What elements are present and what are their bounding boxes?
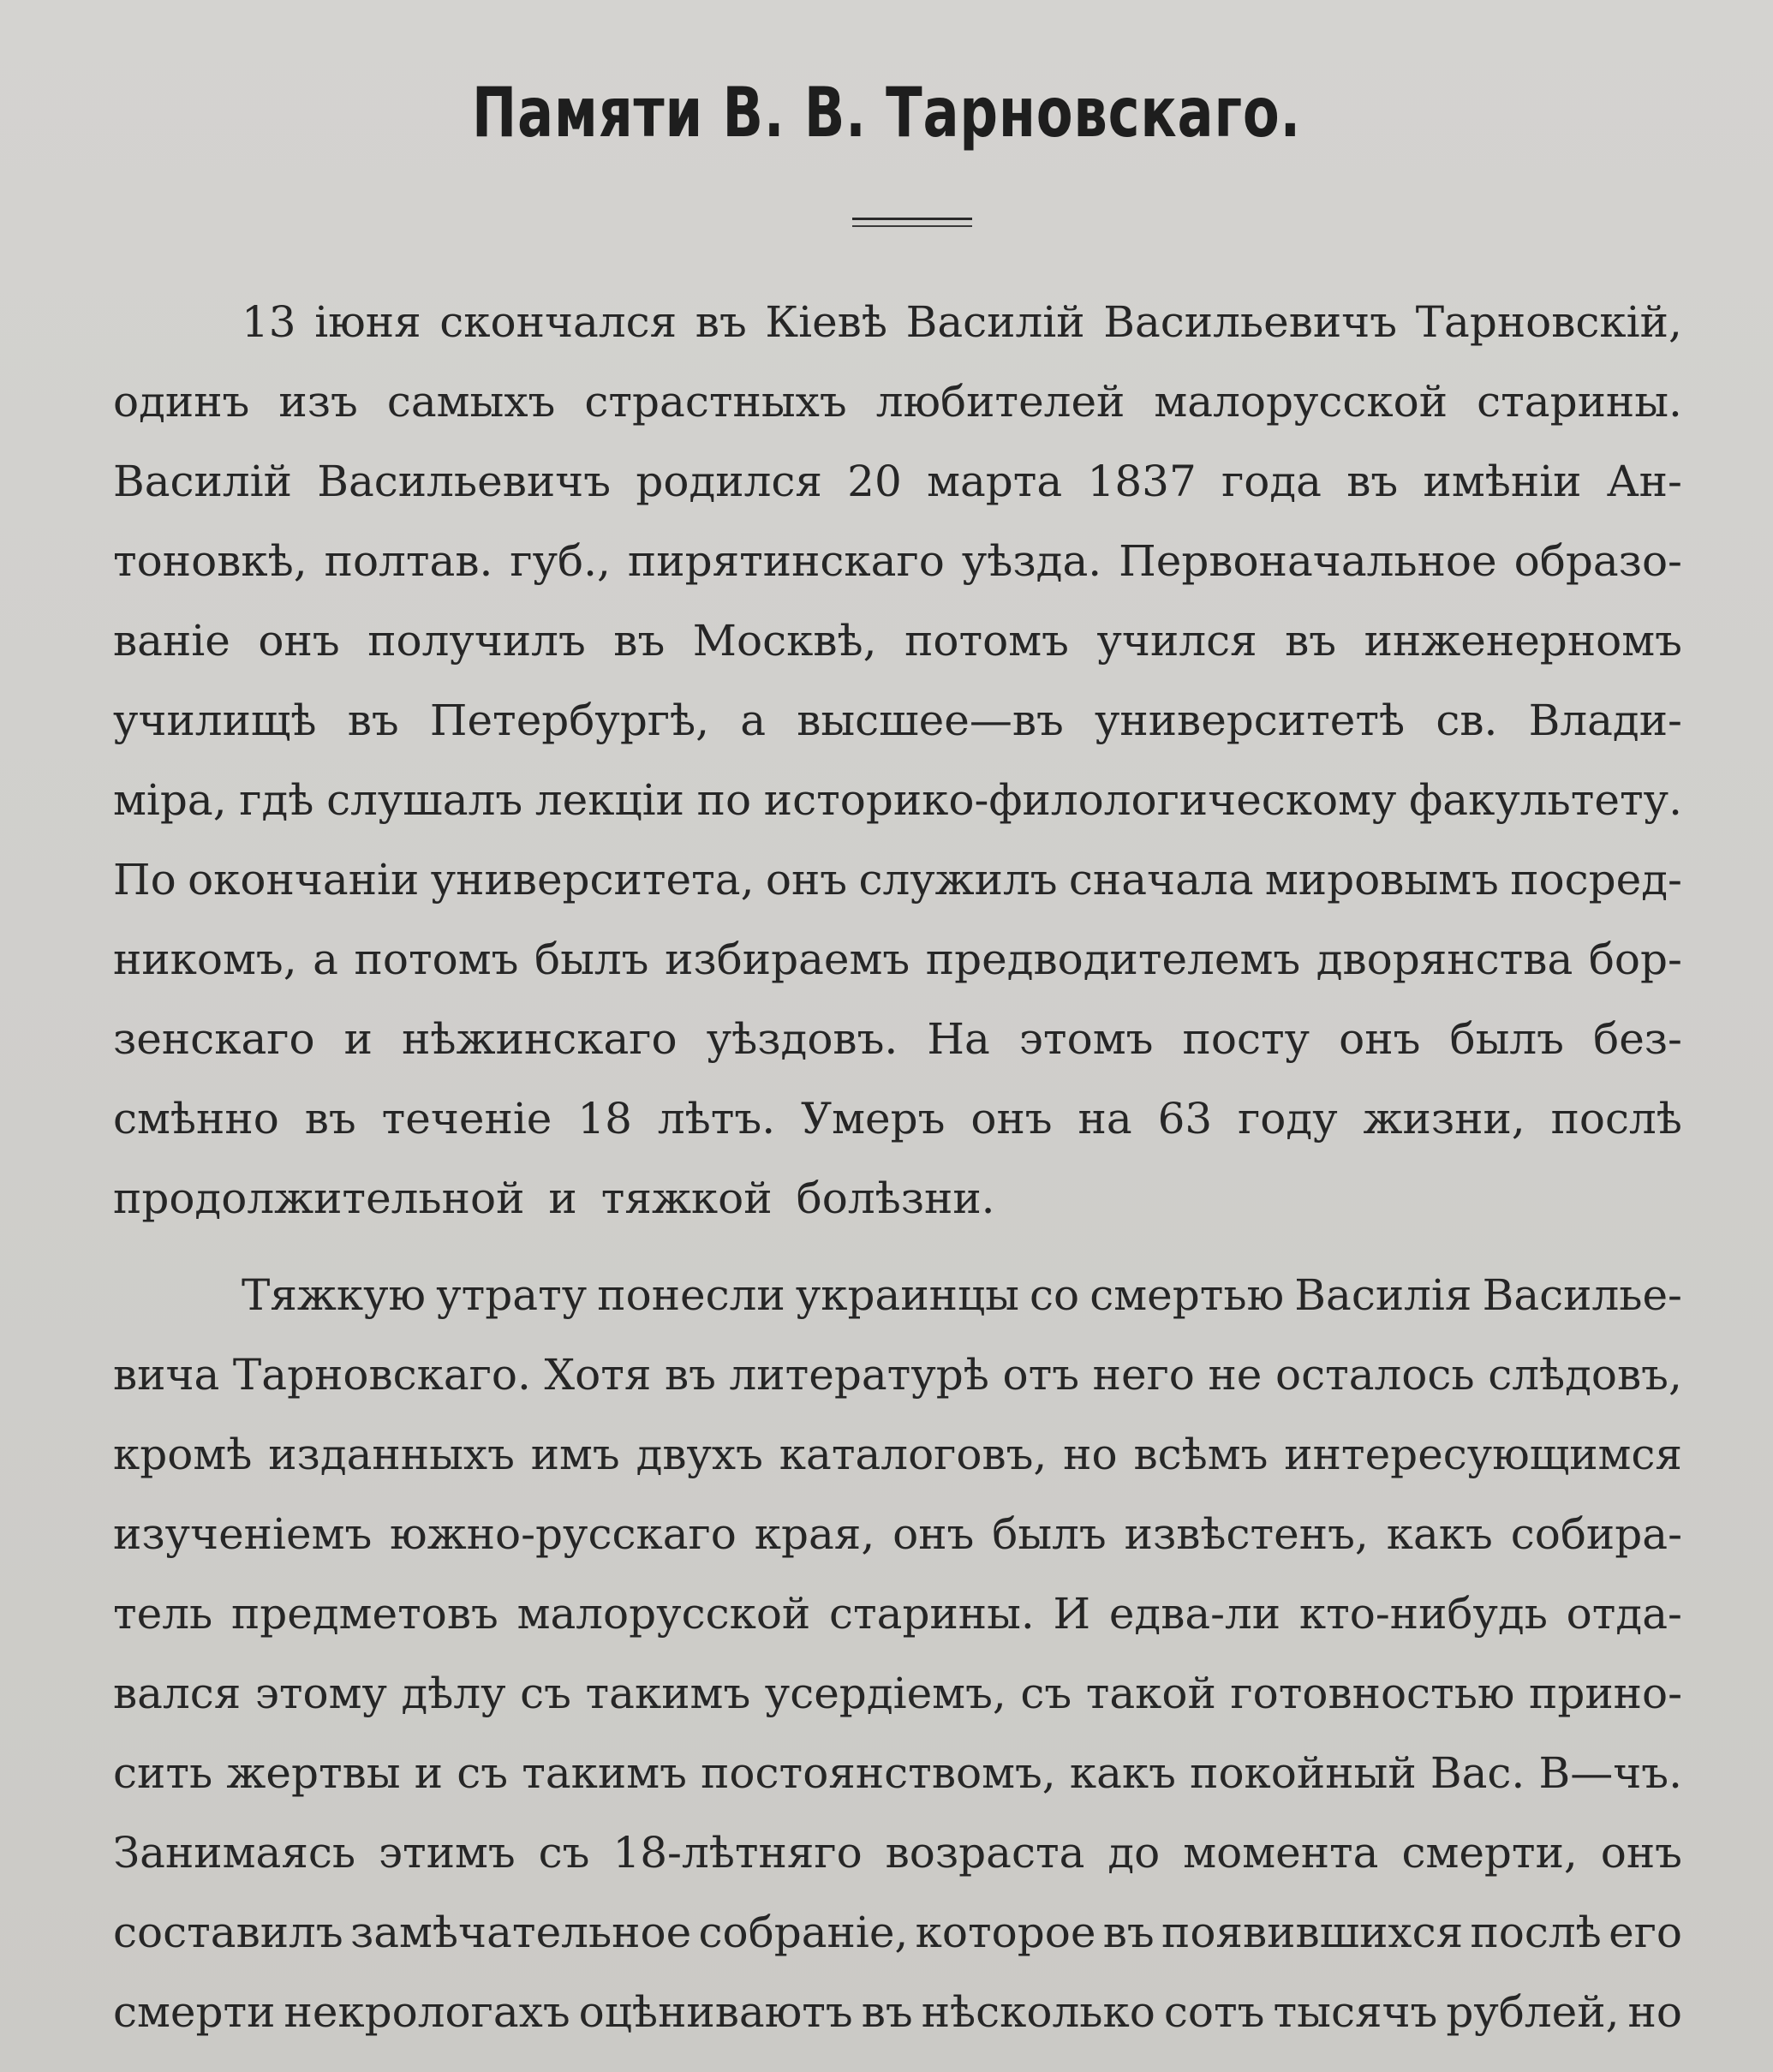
word: посред- xyxy=(1510,855,1682,905)
word: онъ xyxy=(892,1509,975,1559)
word: Тарновскаго. xyxy=(232,1350,531,1400)
word: смерти, xyxy=(1401,1828,1578,1878)
word: малорусской xyxy=(516,1589,811,1639)
word: Василій xyxy=(113,457,292,506)
word: университета, xyxy=(430,855,755,905)
word: лекціи xyxy=(534,775,684,825)
word: Василье- xyxy=(1482,1270,1682,1320)
word: имъ xyxy=(530,1430,620,1479)
word: пирятинскаго xyxy=(627,536,945,586)
word: служилъ xyxy=(858,855,1058,905)
word: родился xyxy=(636,457,822,506)
word: На xyxy=(927,1014,990,1064)
word: никомъ, xyxy=(113,934,297,984)
word: 1837 xyxy=(1087,457,1197,506)
word: любителей xyxy=(875,377,1125,427)
text-line xyxy=(113,1335,1682,1415)
text-line xyxy=(113,761,1682,840)
word: Кіевѣ xyxy=(765,297,887,347)
word: кто-нибудь xyxy=(1298,1589,1548,1639)
word: него xyxy=(1092,1350,1195,1400)
word: постоянствомъ, xyxy=(701,1748,1056,1798)
word: сначала xyxy=(1068,855,1254,905)
word: отда- xyxy=(1566,1589,1682,1639)
word: уѣзда. xyxy=(961,536,1102,586)
word: собира- xyxy=(1510,1509,1682,1559)
word: полтав. xyxy=(324,536,493,586)
word: не xyxy=(1208,1350,1263,1400)
title-divider xyxy=(852,218,972,220)
word: онъ xyxy=(970,1094,1053,1143)
word: покойный xyxy=(1190,1748,1417,1798)
word: Первоначальное xyxy=(1119,536,1497,586)
word: одинъ xyxy=(113,377,250,427)
text-line xyxy=(113,1893,1682,1973)
word: въ xyxy=(664,1350,716,1400)
word: былъ xyxy=(1449,1014,1564,1064)
page-title: Памяти В. В. Тарновскаго. xyxy=(472,73,1301,152)
text-line xyxy=(113,1734,1682,1813)
word: страстныхъ xyxy=(584,377,847,427)
word: уѣздовъ. xyxy=(706,1014,898,1064)
word: возраста xyxy=(885,1828,1085,1878)
word: Василій xyxy=(905,297,1085,347)
word: Тарновскій, xyxy=(1415,297,1682,347)
word: вался xyxy=(113,1669,242,1718)
word: Влади- xyxy=(1528,696,1682,745)
word: съ xyxy=(1020,1669,1072,1718)
word: готовностью xyxy=(1230,1669,1515,1718)
word: самыхъ xyxy=(386,377,556,427)
word: тяжкой xyxy=(600,1173,773,1223)
word: Вас. xyxy=(1430,1748,1525,1798)
word: году xyxy=(1238,1094,1338,1143)
word: высшее—въ xyxy=(797,696,1064,745)
text-line xyxy=(113,1256,1682,1335)
word: Москвѣ, xyxy=(692,616,877,666)
word: литературѣ xyxy=(729,1350,989,1400)
word: онъ xyxy=(1339,1014,1421,1064)
word: по xyxy=(696,775,752,825)
word: смѣнно xyxy=(113,1094,279,1143)
word: предметовъ xyxy=(230,1589,498,1639)
word: составилъ xyxy=(113,1908,343,1957)
word: бор- xyxy=(1588,934,1682,984)
word: края, xyxy=(754,1509,875,1559)
word: 63 xyxy=(1157,1094,1213,1143)
word: но xyxy=(1063,1430,1118,1479)
text-line xyxy=(113,1813,1682,1893)
word: въ xyxy=(695,297,747,347)
word: въ xyxy=(1346,457,1399,506)
word: предводителемъ xyxy=(925,934,1301,984)
word: теченіе xyxy=(381,1094,552,1143)
word: іюня xyxy=(314,297,421,347)
word: всѣмъ xyxy=(1133,1430,1269,1479)
text-line xyxy=(113,1079,1682,1159)
word: каталоговъ, xyxy=(779,1430,1048,1479)
word: Васильевичъ xyxy=(1103,297,1398,347)
word: 18 xyxy=(577,1094,632,1143)
word: учился xyxy=(1096,616,1257,666)
word: съ xyxy=(538,1828,590,1878)
word: образо- xyxy=(1513,536,1682,586)
word: губ., xyxy=(510,536,611,586)
word: момента xyxy=(1183,1828,1379,1878)
word: съ xyxy=(520,1669,571,1718)
word: прино- xyxy=(1529,1669,1682,1718)
text-line xyxy=(113,283,1682,362)
text-line xyxy=(113,442,1682,522)
word: окончаніи xyxy=(188,855,420,905)
word: мировымъ xyxy=(1264,855,1499,905)
word: училищѣ xyxy=(113,696,317,745)
word: 13 xyxy=(242,297,296,347)
word: замѣчательное xyxy=(349,1908,692,1957)
word: некрологахъ xyxy=(284,1987,570,2037)
word: Васильевичъ xyxy=(317,457,612,506)
word: въ xyxy=(861,1987,913,2037)
word: былъ xyxy=(992,1509,1107,1559)
word: собраніе, xyxy=(698,1908,909,1957)
word: осталось xyxy=(1275,1350,1475,1400)
word: посту xyxy=(1182,1014,1310,1064)
word: без- xyxy=(1593,1014,1682,1064)
word: извѣстенъ, xyxy=(1124,1509,1369,1559)
word: дѣлу xyxy=(401,1669,506,1718)
word: понесли xyxy=(597,1270,785,1320)
word: а xyxy=(740,696,767,745)
word: съ xyxy=(457,1748,509,1798)
word: болѣзни. xyxy=(796,1173,995,1223)
word: появившихся xyxy=(1161,1908,1464,1957)
word: факультету. xyxy=(1409,775,1682,825)
word: продолжительной xyxy=(113,1173,525,1223)
word: тысячъ xyxy=(1273,1987,1438,2037)
word: По xyxy=(113,855,176,905)
word: слушалъ xyxy=(326,775,523,825)
text-line xyxy=(113,1495,1682,1574)
word: Занимаясь xyxy=(113,1828,356,1878)
word: имѣніи xyxy=(1423,457,1582,506)
word: его xyxy=(1609,1908,1682,1957)
text-line xyxy=(113,681,1682,761)
text-line xyxy=(113,840,1682,920)
text-line xyxy=(113,1159,1682,1239)
word: Хотя xyxy=(544,1350,652,1400)
word: двухъ xyxy=(636,1430,763,1479)
word: рублей, xyxy=(1446,1987,1620,2037)
word: Петербургѣ, xyxy=(429,696,710,745)
word: а xyxy=(313,934,338,984)
word: утрату xyxy=(436,1270,588,1320)
word: получилъ xyxy=(367,616,586,666)
word: изъ xyxy=(278,377,358,427)
word: смерти xyxy=(113,1987,276,2037)
text-line xyxy=(113,1574,1682,1654)
word: до xyxy=(1107,1828,1161,1878)
word: въ xyxy=(347,696,399,745)
word: зенскаго xyxy=(113,1014,315,1064)
word: какъ xyxy=(1069,1748,1176,1798)
word: такой xyxy=(1085,1669,1216,1718)
word: послѣ xyxy=(1550,1094,1682,1143)
word: смертью xyxy=(1089,1270,1285,1320)
word: былъ xyxy=(534,934,649,984)
word: этому xyxy=(254,1669,387,1718)
word: университетѣ xyxy=(1094,696,1406,745)
word: жертвы xyxy=(226,1748,401,1798)
word: усердіемъ, xyxy=(764,1669,1006,1718)
word: какъ xyxy=(1386,1509,1493,1559)
word: дворянства xyxy=(1316,934,1573,984)
word: южно-русскаго xyxy=(390,1509,737,1559)
text-line xyxy=(113,1415,1682,1495)
word: жизни, xyxy=(1363,1094,1525,1143)
article-body xyxy=(113,283,1682,2052)
word: интересующимся xyxy=(1284,1430,1682,1479)
word: Умеръ xyxy=(801,1094,946,1143)
word: и xyxy=(343,1014,373,1064)
word: сить xyxy=(113,1748,213,1798)
word: сотъ xyxy=(1163,1987,1265,2037)
text-line xyxy=(113,362,1682,442)
word: И xyxy=(1053,1589,1091,1639)
word: такимъ xyxy=(585,1669,751,1718)
text-line xyxy=(113,601,1682,681)
word: ваніе xyxy=(113,616,230,666)
word: онъ xyxy=(258,616,340,666)
word: инженерномъ xyxy=(1364,616,1682,666)
word: этимъ xyxy=(379,1828,516,1878)
word: вича xyxy=(113,1350,220,1400)
word: избираемъ xyxy=(665,934,910,984)
word: нѣжинскаго xyxy=(402,1014,678,1064)
word: онъ xyxy=(1600,1828,1682,1878)
word: и xyxy=(414,1748,444,1798)
word: украинцы xyxy=(795,1270,1019,1320)
word: марта xyxy=(927,457,1063,506)
text-line xyxy=(113,920,1682,1000)
word: Ан- xyxy=(1606,457,1682,506)
word: св. xyxy=(1436,696,1498,745)
word: на xyxy=(1078,1094,1132,1143)
text-line xyxy=(113,1000,1682,1079)
word: изданныхъ xyxy=(268,1430,515,1479)
word: но xyxy=(1627,1987,1682,2037)
word: такимъ xyxy=(522,1748,687,1798)
word: и xyxy=(548,1173,577,1223)
word: скончался xyxy=(439,297,678,347)
word: слѣдовъ, xyxy=(1488,1350,1682,1400)
word: кромѣ xyxy=(113,1430,253,1479)
word: 20 xyxy=(847,457,902,506)
word: В—чъ. xyxy=(1538,1748,1682,1798)
word: лѣтъ. xyxy=(657,1094,776,1143)
word: оцѣниваютъ xyxy=(578,1987,853,2037)
word: потомъ xyxy=(904,616,1069,666)
word: Тяжкую xyxy=(242,1270,427,1320)
word: старины. xyxy=(828,1589,1035,1639)
word: тель xyxy=(113,1589,213,1639)
word: которое xyxy=(915,1908,1096,1957)
word: въ xyxy=(1102,1908,1155,1957)
word: въ xyxy=(1285,616,1337,666)
word: тоновкѣ, xyxy=(113,536,307,586)
word: 18-лѣтняго xyxy=(612,1828,863,1878)
word: въ xyxy=(613,616,666,666)
word: нѣсколько xyxy=(921,1987,1155,2037)
word: изученіемъ xyxy=(113,1509,373,1559)
word: гдѣ xyxy=(239,775,314,825)
word: міра, xyxy=(113,775,227,825)
word: года xyxy=(1221,457,1322,506)
text-line xyxy=(113,1973,1682,2052)
paragraph-gap xyxy=(113,1239,1682,1256)
text-line xyxy=(113,1654,1682,1734)
word: малорусской xyxy=(1154,377,1448,427)
word: отъ xyxy=(1002,1350,1080,1400)
text-line xyxy=(113,522,1682,601)
paragraph-1 xyxy=(113,283,1682,1239)
word: въ xyxy=(304,1094,356,1143)
word: потомъ xyxy=(354,934,519,984)
paragraph-2 xyxy=(113,1256,1682,2052)
word: едва-ли xyxy=(1108,1589,1281,1639)
word: онъ xyxy=(765,855,848,905)
word: историко-филологическому xyxy=(763,775,1397,825)
word: со xyxy=(1030,1270,1080,1320)
word: послѣ xyxy=(1470,1908,1602,1957)
word: Василія xyxy=(1294,1270,1472,1320)
word: старины. xyxy=(1477,377,1682,427)
word: этомъ xyxy=(1018,1014,1154,1064)
